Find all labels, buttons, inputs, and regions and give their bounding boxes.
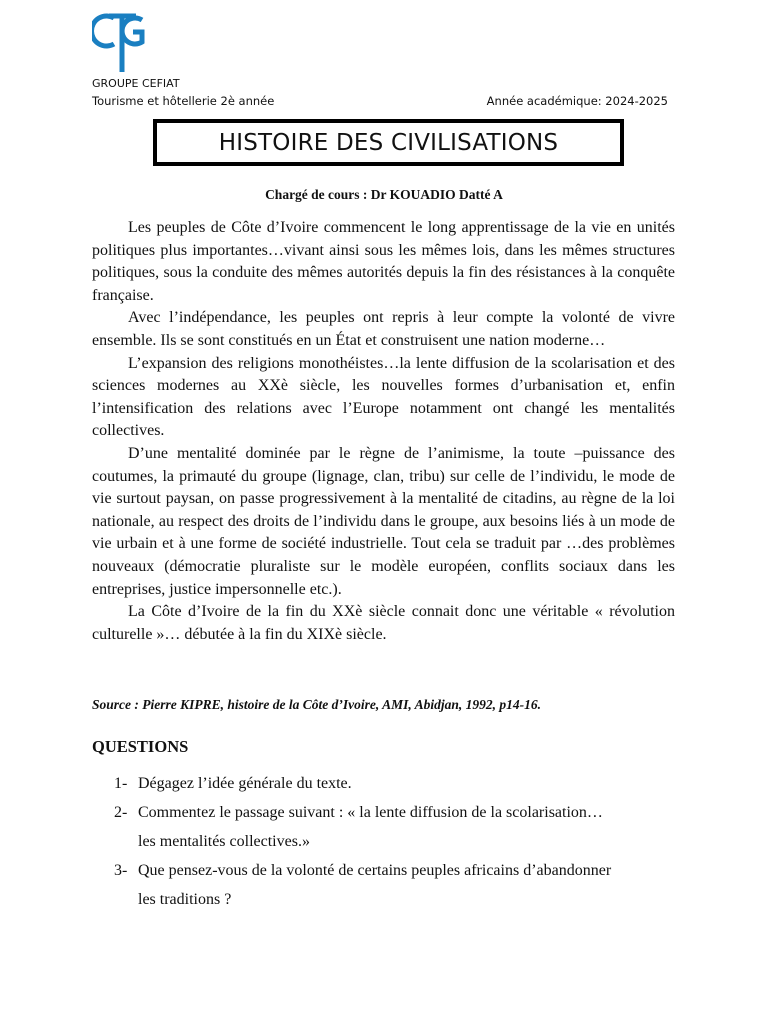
- program-label: Tourisme et hôtellerie 2è année: [92, 94, 275, 108]
- document-title: HISTOIRE DES CIVILISATIONS: [218, 129, 559, 156]
- paragraph: Avec l’indépendance, les peuples ont repris à leur compte la volonté de vivre ensemble. Ils se sont constitués en un État et construisent une nation moderne…: [92, 309, 675, 349]
- text-body: [92, 217, 675, 646]
- question-line: Que pensez-vous de la volonté de certains peuples africains d’abandonner: [138, 862, 612, 879]
- question-item: [114, 769, 689, 798]
- question-line: les traditions ?: [138, 891, 232, 908]
- cgf-monogram-logo-icon: [92, 12, 148, 76]
- question-item: [114, 798, 689, 856]
- source-citation: Source : Pierre KIPRE, histoire de la Côte d’Ivoire, AMI, Abidjan, 1992, p14-16.: [92, 697, 542, 712]
- question-line: Dégagez l’idée générale du texte.: [138, 775, 352, 792]
- lecturer-line: Chargé de cours : Dr KOUADIO Datté A: [265, 187, 503, 202]
- question-line: les mentalités collectives.»: [138, 833, 310, 850]
- title-box: [153, 119, 624, 166]
- question-text: [138, 769, 689, 798]
- question-number: 2-: [114, 804, 128, 821]
- paragraph: D’une mentalité dominée par le règne de l’animisme, la toute –puissance des coutumes, la primauté du groupe (lignage, clan, tribu) sur celle de l’individu, le mode de vie surtout paysan, on passe progressivement à la mentalité de citadins, au règne de la loi nationale, au respect des droits de l’individu dans le groupe, aux besoins liés à un mode de vie urbain et à une forme de société industrielle. Tout cela se traduit par …des problèmes nouveaux (démocratie pluraliste sur le modèle européen, conflits sociaux dans les entreprises, justice impersonnelle etc.).: [92, 444, 675, 598]
- paragraph: Les peuples de Côte d’Ivoire commencent le long apprentissage de la vie en unités politiques plus importantes…vivant ainsi sous les mêmes lois, dans les mêmes structures politiques, sous la conduite des mêmes autorités depuis la fin des résistances à la conquête française.: [92, 219, 675, 304]
- academic-year: Année académique: 2024-2025: [486, 94, 668, 108]
- question-line: Commentez le passage suivant : « la lente diffusion de la scolarisation…: [138, 804, 603, 821]
- question-text: [138, 856, 689, 914]
- question-number: 3-: [114, 862, 128, 879]
- questions-list: [114, 769, 689, 914]
- question-number: 1-: [114, 775, 128, 792]
- questions-heading: QUESTIONS: [92, 737, 189, 756]
- paragraph: L’expansion des religions monothéistes…la lente diffusion de la scolarisation et des sciences modernes au XXè siècle, les nouvelles formes d’urbanisation et, enfin l’intensification des relations avec l’Europe notamment ont changé les mentalités collectives.: [92, 354, 675, 440]
- paragraph: La Côte d’Ivoire de la fin du XXè siècle connait donc une véritable « révolution culturelle »… débutée à la fin du XIXè siècle.: [92, 603, 675, 643]
- org-name: GROUPE CEFIAT: [92, 77, 180, 90]
- header-meta: [92, 94, 668, 108]
- question-text: [138, 798, 689, 856]
- question-item: [114, 856, 689, 914]
